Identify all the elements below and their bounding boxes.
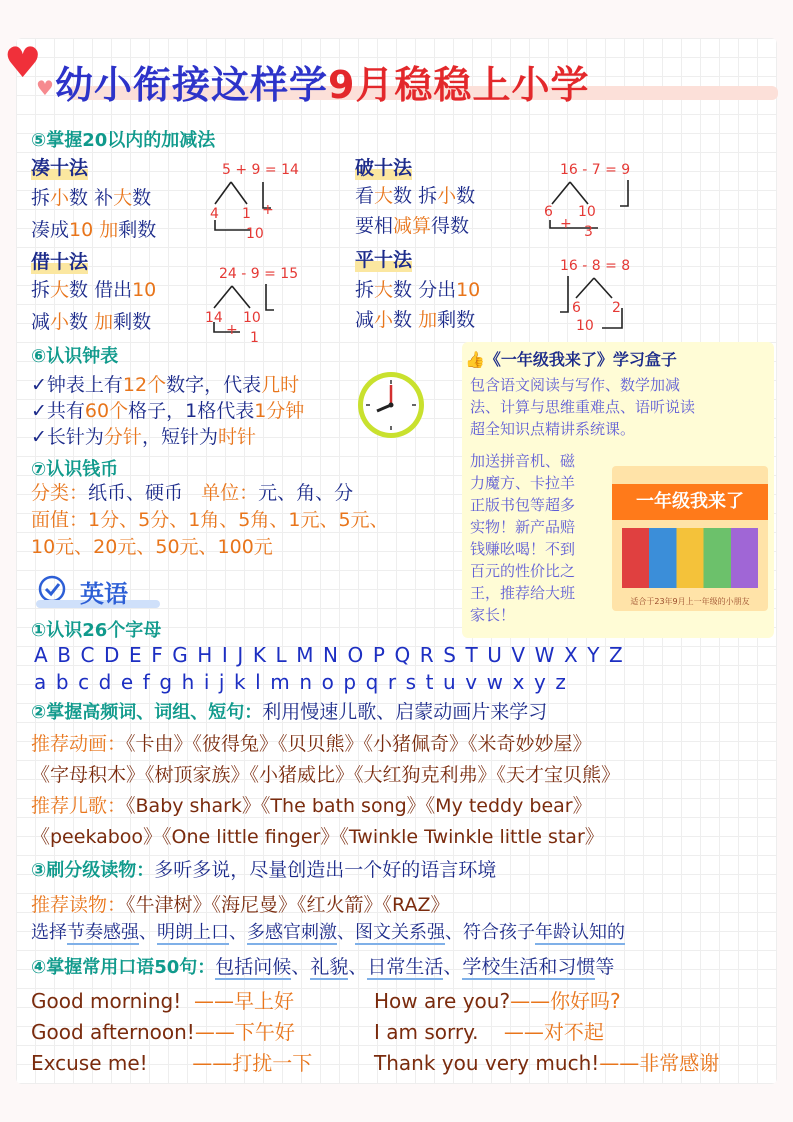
po-shi-plus: +: [560, 216, 572, 232]
letters-heading: ①认识26个字母: [31, 620, 162, 641]
promo-title: 👍《一年级我来了》学习盒子: [465, 350, 677, 369]
phrase-3: Good afternoon!——下午好: [31, 1020, 295, 1044]
cou-shi-n2: 1: [242, 206, 251, 222]
phrase-2: How are you?——你好吗?: [374, 989, 621, 1013]
ping-shi-title: 平十法: [355, 249, 413, 271]
cou-shi-title: 凑十法: [31, 157, 89, 179]
money-line1: 分类：纸币、硬币 单位：元、角、分: [31, 482, 354, 504]
po-shi-n2: 10: [578, 204, 596, 220]
jie-shi-result: 1: [250, 330, 259, 346]
jie-shi-equation: 24 - 9 = 15: [219, 266, 299, 282]
math-heading: ⑤掌握20以内的加减法: [31, 130, 216, 151]
page-title: 幼小衔接这样学9月稳稳上小学: [55, 63, 590, 107]
po-shi-result: 3: [584, 224, 593, 240]
po-shi-equation: 16 - 7 = 9: [560, 162, 631, 178]
po-shi-line2: 要相减算得数: [355, 215, 470, 237]
ping-shi-equation: 16 - 8 = 8: [560, 258, 631, 274]
phrase-4: I am sorry. ——对不起: [374, 1020, 604, 1044]
money-line3: 10元、20元、50元、100元: [31, 536, 273, 558]
oral-heading: ④掌握常用口语50句：包括问候、礼貌、日常生活、学校生活和习惯等: [31, 956, 615, 978]
phrase-5: Excuse me! ——打扰一下: [31, 1051, 313, 1075]
po-shi-line1: 看大数 拆小数: [355, 185, 476, 207]
ping-shi-n1: 6: [572, 300, 581, 316]
jie-shi-line1: 拆大数 借出10: [31, 279, 157, 301]
jie-shi-plus: +: [226, 322, 238, 338]
phrase-6: Thank you very much!——非常感谢: [374, 1051, 720, 1075]
product-name: 一年级我来了: [612, 484, 768, 520]
heart-small-icon: ♥: [36, 76, 54, 100]
jie-shi-title: 借十法: [31, 251, 89, 273]
cou-shi-result: 10: [246, 226, 264, 242]
words-heading: ②掌握高频词、词组、短句：利用慢速儿歌、启蒙动画片来学习: [31, 701, 548, 723]
jie-shi-line2: 减小数 加剩数: [31, 311, 152, 333]
heart-icon: ♥: [4, 38, 42, 87]
ping-shi-line2: 减小数 加剩数: [355, 309, 476, 331]
song-line2: 《peekaboo》《One little finger》《Twinkle Twinkle little star》: [31, 826, 604, 848]
readers-line2: 选择节奏感强、明朗上口、多感官刺激、图文关系强、符合孩子年龄认知的: [31, 922, 625, 943]
clock-line1: ✓钟表上有12个数字，代表几时: [31, 374, 300, 396]
phrase-1: Good morning! ——早上好: [31, 989, 294, 1013]
po-shi-title: 破十法: [355, 157, 413, 179]
cou-shi-equation: 5 + 9 = 14: [222, 162, 299, 178]
clock-line2: ✓共有60个格子，1格代表1分钟: [31, 400, 305, 422]
uppercase-letters: A B C D E F G H I J K L M N O P Q R S T U V W X Y Z: [34, 643, 625, 667]
clock-icon: [358, 372, 424, 438]
ping-shi-diagram: [546, 272, 642, 338]
clock-line3: ✓长针为分针，短针为时针: [31, 426, 256, 448]
jie-shi-n2: 10: [243, 310, 261, 326]
money-heading: ⑦认识钱币: [31, 459, 119, 480]
cou-shi-plus: +: [262, 202, 274, 218]
anim-line2: 《字母积木》《树顶家族》《小猪威比》《大红狗克利弗》《天才宝贝熊》: [31, 764, 621, 786]
ping-shi-n2: 2: [612, 300, 621, 316]
readers-heading: ③刷分级读物：多听多说，尽量创造出一个好的语言环境: [31, 859, 497, 881]
english-heading: 英语: [80, 580, 128, 608]
promo-desc: 包含语文阅读与写作、数学加减 法、计算与思维重难点、语听说读 超全知识点精讲系统课。: [470, 376, 696, 438]
cou-shi-n1: 4: [210, 206, 219, 222]
cou-shi-line2: 凑成10 加剩数: [31, 219, 157, 241]
product-image: [612, 466, 768, 611]
jie-shi-n1: 14: [205, 310, 223, 326]
po-shi-n1: 6: [544, 204, 553, 220]
promo-gifts: 加送拼音机、磁 力魔方、卡拉羊 正版书包等超多 实物！新产品赔 钱赚吆喝！不到 百元的性价比之 王，推荐给大班 家长！: [470, 452, 576, 624]
product-caption: 适合于23年9月上一年级的小朋友: [630, 597, 750, 606]
ping-shi-result: 10: [576, 318, 594, 334]
clock-heading: ⑥认识钟表: [31, 346, 119, 367]
ping-shi-line1: 拆大数 分出10: [355, 279, 481, 301]
money-line2: 面值：1分、5分、1角、5角、1元、5元、: [31, 509, 389, 531]
anim-line1: 推荐动画：《卡由》《彼得兔》《贝贝熊》《小猪佩奇》《米奇妙妙屋》: [31, 733, 592, 755]
readers-line1: 推荐读物：《牛津树》《海尼曼》《红火箭》《RAZ》: [31, 894, 450, 916]
song-line1: 推荐儿歌：《Baby shark》《The bath song》《My teddy bear》: [31, 795, 592, 817]
lowercase-letters: a b c d e f g h i j k l m n o p q r s t u v w x y z: [34, 670, 568, 694]
cou-shi-line1: 拆小数 补大数: [31, 187, 152, 209]
product-books-illustration: [622, 528, 758, 588]
